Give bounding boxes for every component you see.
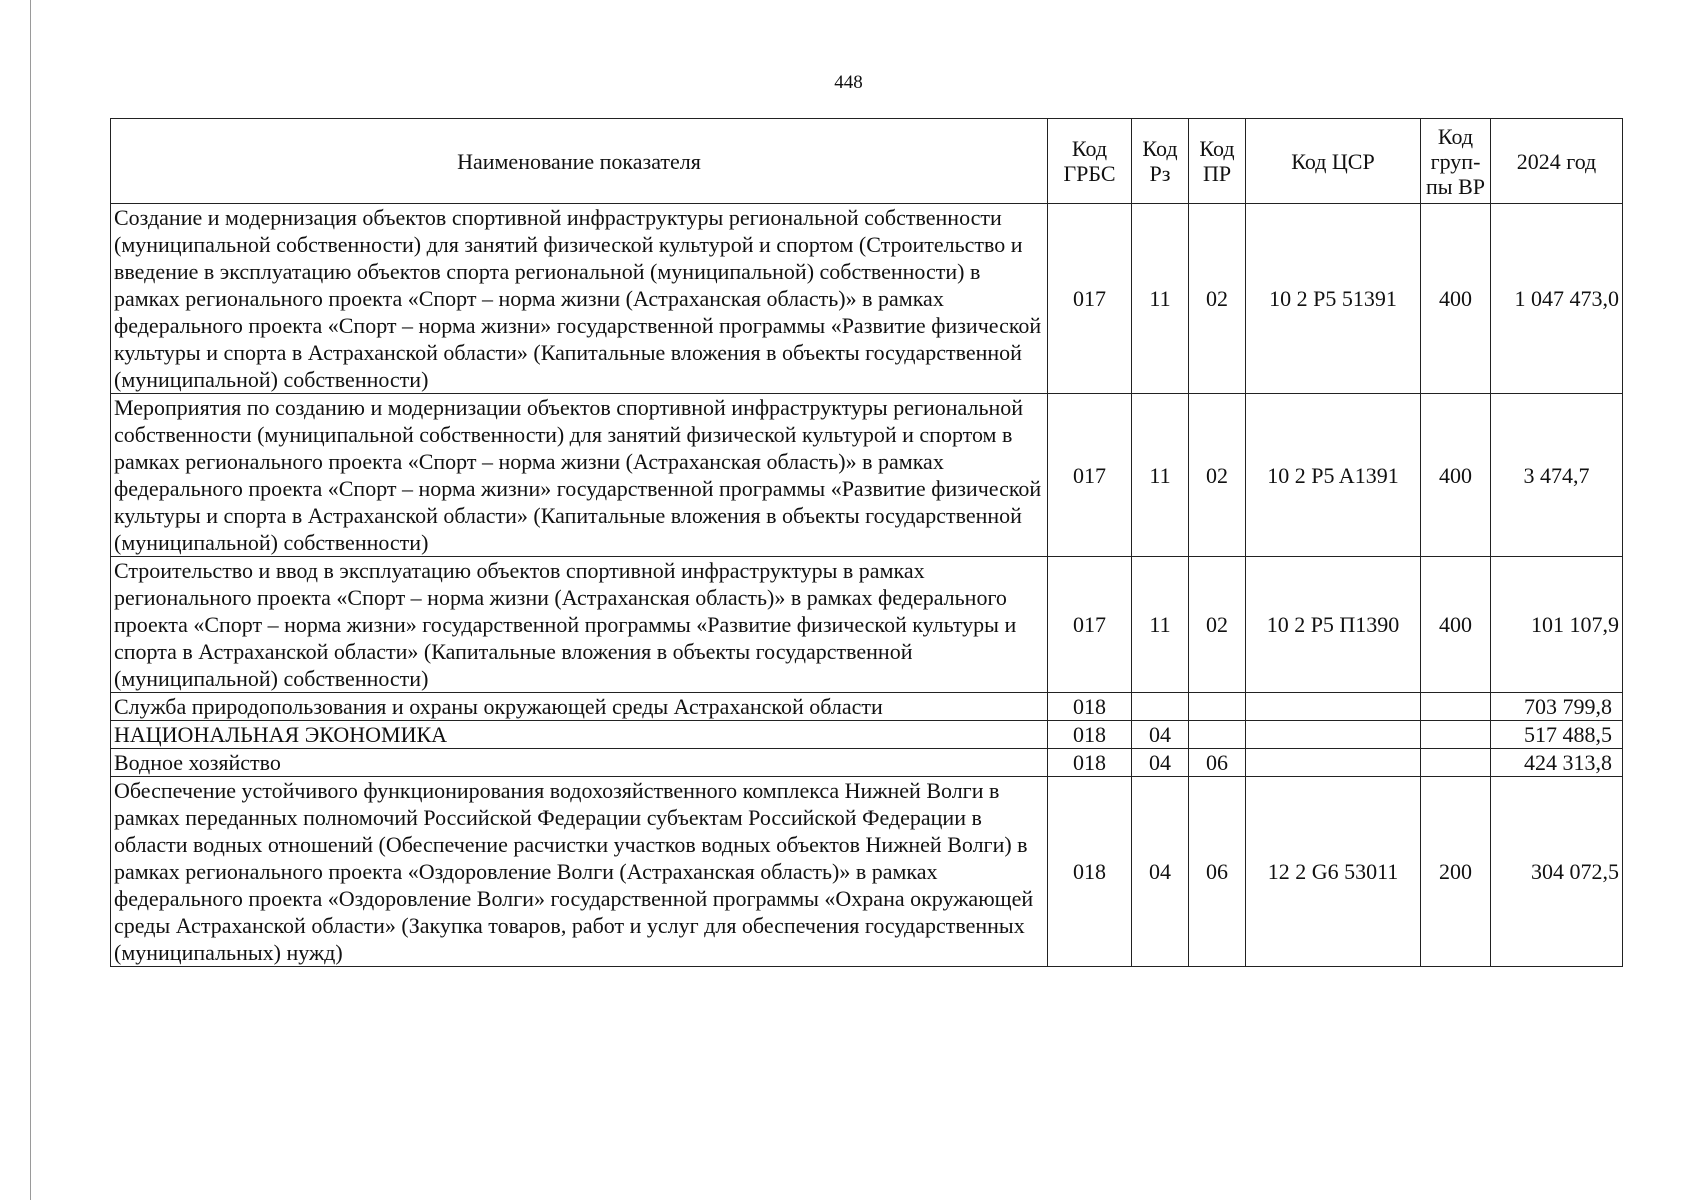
row-csr: 10 2 P5 51391 bbox=[1246, 204, 1421, 394]
scan-edge-line bbox=[30, 0, 31, 1200]
row-pr: 02 bbox=[1189, 557, 1246, 693]
row-rz: 04 bbox=[1132, 721, 1189, 749]
row-pr: 06 bbox=[1189, 749, 1246, 777]
row-csr: 12 2 G6 53011 bbox=[1246, 777, 1421, 967]
table-row bbox=[111, 777, 1623, 967]
header-csr: Код ЦСР bbox=[1246, 119, 1421, 204]
table-row bbox=[111, 557, 1623, 693]
row-pr: 02 bbox=[1189, 204, 1246, 394]
row-rz: 11 bbox=[1132, 394, 1189, 557]
row-pr: 02 bbox=[1189, 394, 1246, 557]
row-pr bbox=[1189, 721, 1246, 749]
header-pr: Код ПР bbox=[1189, 119, 1246, 204]
row-grbs: 017 bbox=[1048, 557, 1132, 693]
row-vr: 400 bbox=[1421, 557, 1491, 693]
row-csr bbox=[1246, 749, 1421, 777]
row-csr bbox=[1246, 721, 1421, 749]
row-name: Водное хозяйство bbox=[111, 749, 1048, 777]
row-name: Создание и модернизация объектов спортивной инфраструктуры региональной собственности (муниципальной собственности) для занятий физической культурой и спортом (Строительство и введение в эксплуатацию объектов спорта региональной (муниципальной) собственности) в рамках регионального проекта «Спорт – норма жизни (Астраханская область)» в рамках федерального проекта «Спорт – норма жизни» государственной программы «Развитие физической культуры и спорта в Астраханской области» (Капитальные вложения в объекты государственной (муниципальной) собственности) bbox=[111, 204, 1048, 394]
row-name: Мероприятия по созданию и модернизации объектов спортивной инфраструктуры региональной собственности (муниципальной собственности) для занятий физической культурой и спортом в рамках регионального проекта «Спорт – норма жизни (Астраханская область)» в рамках федерального проекта «Спорт – норма жизни» государственной программы «Развитие физической культуры и спорта в Астраханской области» (Капитальные вложения в объекты государственной (муниципальной) собственности) bbox=[111, 394, 1048, 557]
row-vr: 400 bbox=[1421, 394, 1491, 557]
row-vr: 400 bbox=[1421, 204, 1491, 394]
row-rz: 11 bbox=[1132, 557, 1189, 693]
row-grbs: 018 bbox=[1048, 693, 1132, 721]
row-amount: 424 313,8 bbox=[1491, 749, 1623, 777]
row-rz: 11 bbox=[1132, 204, 1189, 394]
page-number: 448 bbox=[834, 72, 863, 93]
header-rz: Код Рз bbox=[1132, 119, 1189, 204]
row-amount: 703 799,8 bbox=[1491, 693, 1623, 721]
row-vr bbox=[1421, 693, 1491, 721]
row-grbs: 018 bbox=[1048, 777, 1132, 967]
row-csr: 10 2 P5 A1391 bbox=[1246, 394, 1421, 557]
header-year: 2024 год bbox=[1491, 119, 1623, 204]
row-amount: 3 474,7 bbox=[1491, 394, 1623, 557]
row-vr: 200 bbox=[1421, 777, 1491, 967]
row-name: Обеспечение устойчивого функционирования водохозяйственного комплекса Нижней Волги в рамках переданных полномочий Российской Федерации субъектам Российской Федерации в области водных отношений (Обеспечение расчистки участков водных объектов Нижней Волги) в рамках регионального проекта «Оздоровление Волги (Астраханская область)» в рамках федерального проекта «Оздоровление Волги» государственной программы «Охрана окружающей среды Астраханской области» (Закупка товаров, работ и услуг для обеспечения государственных (муниципальных) нужд) bbox=[111, 777, 1048, 967]
row-vr bbox=[1421, 749, 1491, 777]
row-name: НАЦИОНАЛЬНАЯ ЭКОНОМИКА bbox=[111, 721, 1048, 749]
row-amount: 1 047 473,0 bbox=[1491, 204, 1623, 394]
table-header-row bbox=[111, 119, 1623, 204]
row-amount: 304 072,5 bbox=[1491, 777, 1623, 967]
row-grbs: 018 bbox=[1048, 749, 1132, 777]
row-rz: 04 bbox=[1132, 749, 1189, 777]
table-row bbox=[111, 204, 1623, 394]
row-grbs: 017 bbox=[1048, 204, 1132, 394]
row-rz bbox=[1132, 693, 1189, 721]
budget-table bbox=[110, 118, 1623, 967]
row-vr bbox=[1421, 721, 1491, 749]
row-grbs: 018 bbox=[1048, 721, 1132, 749]
row-amount: 517 488,5 bbox=[1491, 721, 1623, 749]
table-row bbox=[111, 721, 1623, 749]
header-name: Наименование показателя bbox=[111, 119, 1048, 204]
row-name: Строительство и ввод в эксплуатацию объектов спортивной инфраструктуры в рамках регионального проекта «Спорт – норма жизни (Астраханская область)» в рамках федерального проекта «Спорт – норма жизни» государственной программы «Развитие физической культуры и спорта в Астраханской области» (Капитальные вложения в объекты государственной (муниципальной) собственности) bbox=[111, 557, 1048, 693]
header-grbs: Код ГРБС bbox=[1048, 119, 1132, 204]
table-row bbox=[111, 749, 1623, 777]
row-amount: 101 107,9 bbox=[1491, 557, 1623, 693]
row-grbs: 017 bbox=[1048, 394, 1132, 557]
row-name: Служба природопользования и охраны окружающей среды Астраханской области bbox=[111, 693, 1048, 721]
header-vr: Код груп-пы ВР bbox=[1421, 119, 1491, 204]
table-row bbox=[111, 693, 1623, 721]
row-pr: 06 bbox=[1189, 777, 1246, 967]
row-rz: 04 bbox=[1132, 777, 1189, 967]
row-csr bbox=[1246, 693, 1421, 721]
row-csr: 10 2 P5 П1390 bbox=[1246, 557, 1421, 693]
table-row bbox=[111, 394, 1623, 557]
row-pr bbox=[1189, 693, 1246, 721]
